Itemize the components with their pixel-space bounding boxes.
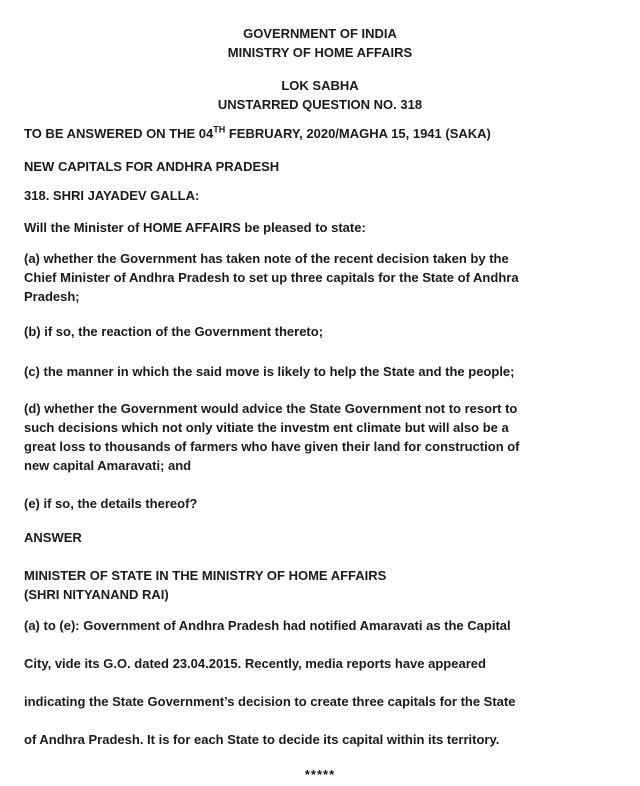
footer-asterisks: *****	[304, 767, 336, 782]
answer-date-line: TO BE ANSWERED ON THE 04TH FEBRUARY, 2020/MAGHA 15, 1941 (SAKA)	[24, 124, 491, 141]
question-a-line-2: Chief Minister of Andhra Pradesh to set up three capitals for the State of Andhra	[24, 270, 519, 285]
minister-name: (SHRI NITYANAND RAI)	[24, 587, 169, 602]
question-b: (b) if so, the reaction of the Government thereto;	[24, 324, 324, 339]
answer-line-1: (a) to (e): Government of Andhra Pradesh had notified Amaravati as the Capital	[24, 618, 511, 633]
header-house: LOK SABHA	[281, 78, 359, 93]
answer-line-4: of Andhra Pradesh. It is for each State to decide its capital within its territory.	[24, 732, 500, 747]
question-d-line-1: (d) whether the Government would advice the State Government not to resort to	[24, 401, 518, 416]
question-d-line-2: such decisions which not only vitiate the investm ent climate but will also be a	[24, 420, 509, 435]
answer-heading: ANSWER	[24, 530, 82, 545]
question-a-line-1: (a) whether the Government has taken note of the recent decision taken by the	[24, 251, 509, 266]
question-d-line-4: new capital Amaravati; and	[24, 458, 192, 473]
question-d	[24, 399, 628, 475]
question-a-line-3: Pradesh;	[24, 289, 80, 304]
question-d-line-3: great loss to thousands of farmers who have given their land for construction of	[24, 439, 520, 454]
question-member: 318. SHRI JAYADEV GALLA:	[24, 188, 200, 203]
header-government: GOVERNMENT OF INDIA	[243, 26, 397, 41]
subject-title: NEW CAPITALS FOR ANDHRA PRADESH	[24, 159, 280, 174]
minister-title: MINISTER OF STATE IN THE MINISTRY OF HOME AFFAIRS	[24, 568, 387, 583]
question-intro: Will the Minister of HOME AFFAIRS be pleased to state:	[24, 220, 366, 235]
question-a	[24, 249, 628, 306]
question-e: (e) if so, the details thereof?	[24, 496, 198, 511]
header-ministry: MINISTRY OF HOME AFFAIRS	[227, 45, 413, 60]
answer-line-2: City, vide its G.O. dated 23.04.2015. Recently, media reports have appeared	[24, 656, 486, 671]
question-c: (c) the manner in which the said move is likely to help the State and the people;	[24, 364, 515, 379]
answer-line-3: indicating the State Government’s decision to create three capitals for the State	[24, 694, 516, 709]
header-question-number: UNSTARRED QUESTION NO. 318	[217, 97, 423, 112]
